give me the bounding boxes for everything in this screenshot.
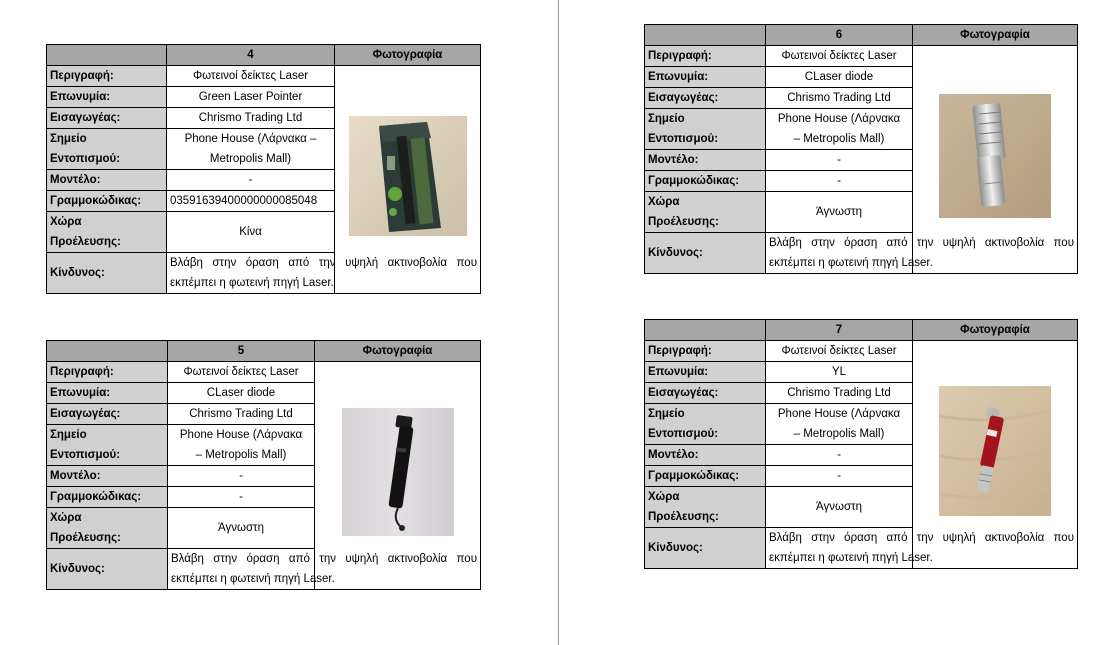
importer-label: Εισαγωγέας: — [47, 108, 167, 129]
location-label — [47, 129, 167, 170]
card-header-row — [645, 25, 1078, 46]
hazard-value: Βλάβη στην όραση από την υψηλή ακτινοβολία που εκπέμπει η φωτεινή πηγή Laser. — [167, 253, 481, 294]
card-number: 7 — [766, 320, 913, 341]
origin-label-line2: Προέλευσης: — [648, 511, 719, 523]
hazard-label: Κίνδυνος: — [47, 253, 167, 294]
origin-value: Άγνωστη — [168, 508, 315, 549]
product-card-5 — [46, 340, 481, 590]
header-empty-cell — [47, 45, 167, 66]
origin-label-line1: Χώρα — [648, 196, 680, 208]
header-empty-cell — [645, 25, 766, 46]
importer-value: Chrismo Trading Ltd — [766, 88, 913, 109]
origin-label-line1: Χώρα — [50, 216, 82, 228]
origin-label-line2: Προέλευσης: — [50, 532, 121, 544]
model-value: - — [766, 445, 913, 466]
row-description — [645, 46, 1078, 67]
origin-label — [645, 487, 766, 528]
photo-header: Φωτογραφία — [913, 25, 1078, 46]
location-label-line2: Εντοπισμού: — [50, 449, 121, 461]
barcode-label: Γραμμοκώδικας: — [645, 171, 766, 192]
hazard-value: Βλάβη στην όραση από την υψηλή ακτινοβολία που εκπέμπει η φωτεινή πηγή Laser. — [168, 549, 481, 590]
origin-label-line1: Χώρα — [50, 512, 82, 524]
hazard-label: Κίνδυνος: — [645, 233, 766, 274]
description-label: Περιγραφή: — [645, 341, 766, 362]
boxed-green-laser-pointer-photo — [349, 116, 467, 236]
location-value-line2: Metropolis Mall) — [209, 153, 292, 165]
location-value-line2: – Metropolis Mall) — [793, 428, 885, 440]
card-header-row — [47, 341, 481, 362]
model-label: Μοντέλο: — [645, 445, 766, 466]
red-laser-pointer-photo — [939, 386, 1051, 516]
brand-value: YL — [766, 362, 913, 383]
location-label-line1: Σημείο — [50, 429, 87, 441]
brand-value: CLaser diode — [766, 67, 913, 88]
photo-header: Φωτογραφία — [335, 45, 481, 66]
origin-label — [47, 508, 168, 549]
row-hazard — [47, 253, 481, 294]
location-label-line2: Εντοπισμού: — [648, 428, 719, 440]
description-value: Φωτεινοί δείκτες Laser — [766, 46, 913, 67]
header-empty-cell — [645, 320, 766, 341]
model-label: Μοντέλο: — [645, 150, 766, 171]
location-label — [645, 404, 766, 445]
importer-label: Εισαγωγέας: — [645, 383, 766, 404]
location-value — [766, 109, 913, 150]
product-card-6 — [644, 24, 1078, 274]
hazard-label: Κίνδυνος: — [645, 528, 766, 569]
model-label: Μοντέλο: — [47, 170, 167, 191]
row-hazard — [645, 233, 1078, 274]
location-value-line2: – Metropolis Mall) — [195, 449, 287, 461]
model-value: - — [168, 466, 315, 487]
card-number: 4 — [167, 45, 335, 66]
location-value-line1: Phone House (Λάρνακα — [179, 429, 303, 441]
location-label-line1: Σημείο — [648, 408, 685, 420]
origin-label-line2: Προέλευσης: — [50, 236, 121, 248]
origin-value: Άγνωστη — [766, 487, 913, 528]
page-divider — [558, 0, 559, 645]
location-label — [47, 425, 168, 466]
description-value: Φωτεινοί δείκτες Laser — [766, 341, 913, 362]
model-value: - — [167, 170, 335, 191]
location-label-line2: Εντοπισμού: — [50, 153, 121, 165]
card-header-row — [645, 320, 1078, 341]
header-empty-cell — [47, 341, 168, 362]
description-value: Φωτεινοί δείκτες Laser — [167, 66, 335, 87]
barcode-label: Γραμμοκώδικας: — [645, 466, 766, 487]
importer-label: Εισαγωγέας: — [47, 404, 168, 425]
description-label: Περιγραφή: — [47, 362, 168, 383]
photo-header: Φωτογραφία — [315, 341, 481, 362]
model-value: - — [766, 150, 913, 171]
brand-label: Επωνυμία: — [47, 87, 167, 108]
barcode-value: - — [168, 487, 315, 508]
description-value: Φωτεινοί δείκτες Laser — [168, 362, 315, 383]
model-label: Μοντέλο: — [47, 466, 168, 487]
location-value-line1: Phone House (Λάρνακα — [777, 113, 901, 125]
importer-value: Chrismo Trading Ltd — [167, 108, 335, 129]
brand-label: Επωνυμία: — [645, 67, 766, 88]
row-hazard — [47, 549, 481, 590]
hazard-label: Κίνδυνος: — [47, 549, 168, 590]
brand-label: Επωνυμία: — [645, 362, 766, 383]
location-value-line1: Phone House (Λάρνακα — [777, 408, 901, 420]
origin-label — [645, 192, 766, 233]
origin-value: Άγνωστη — [766, 192, 913, 233]
hazard-value: Βλάβη στην όραση από την υψηλή ακτινοβολία που εκπέμπει η φωτεινή πηγή Laser. — [766, 528, 1078, 569]
card-header-row — [47, 45, 481, 66]
origin-label-line2: Προέλευσης: — [648, 216, 719, 228]
location-label — [645, 109, 766, 150]
product-card-4 — [46, 44, 481, 294]
brand-value: CLaser diode — [168, 383, 315, 404]
card-number: 5 — [168, 341, 315, 362]
row-description — [47, 66, 481, 87]
location-value-line1: Phone House (Λάρνακα – — [184, 133, 317, 145]
brand-label: Επωνυμία: — [47, 383, 168, 404]
origin-label-line1: Χώρα — [648, 491, 680, 503]
barcode-value: - — [766, 466, 913, 487]
importer-label: Εισαγωγέας: — [645, 88, 766, 109]
row-description — [645, 341, 1078, 362]
barcode-label: Γραμμοκώδικας: — [47, 487, 168, 508]
description-label: Περιγραφή: — [47, 66, 167, 87]
barcode-value: 03591639400000000085048 — [167, 191, 335, 212]
silver-laser-pointer-photo — [939, 94, 1051, 218]
location-label-line1: Σημείο — [50, 133, 87, 145]
origin-value: Κίνα — [167, 212, 335, 253]
card-number: 6 — [766, 25, 913, 46]
location-value — [168, 425, 315, 466]
hazard-value: Βλάβη στην όραση από την υψηλή ακτινοβολία που εκπέμπει η φωτεινή πηγή Laser. — [766, 233, 1078, 274]
importer-value: Chrismo Trading Ltd — [168, 404, 315, 425]
location-label-line1: Σημείο — [648, 113, 685, 125]
black-laser-pointer-photo — [342, 408, 454, 536]
row-description — [47, 362, 481, 383]
barcode-value: - — [766, 171, 913, 192]
location-label-line2: Εντοπισμού: — [648, 133, 719, 145]
product-card-7 — [644, 319, 1078, 569]
description-label: Περιγραφή: — [645, 46, 766, 67]
origin-label — [47, 212, 167, 253]
location-value — [167, 129, 335, 170]
row-hazard — [645, 528, 1078, 569]
importer-value: Chrismo Trading Ltd — [766, 383, 913, 404]
brand-value: Green Laser Pointer — [167, 87, 335, 108]
barcode-label: Γραμμοκώδικας: — [47, 191, 167, 212]
location-value — [766, 404, 913, 445]
photo-header: Φωτογραφία — [913, 320, 1078, 341]
location-value-line2: – Metropolis Mall) — [793, 133, 885, 145]
